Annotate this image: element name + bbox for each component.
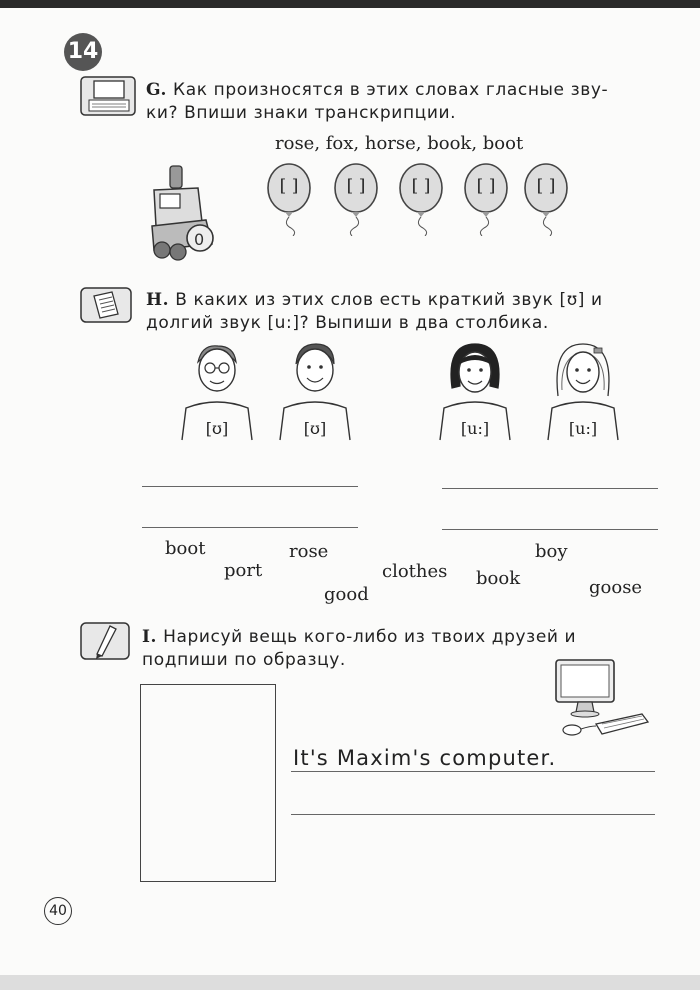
svg-text:0: 0 bbox=[194, 230, 205, 249]
task-i-line1: Нарисуй вещь кого-либо из твоих друзей и bbox=[163, 627, 577, 647]
word-goose: goose bbox=[589, 577, 643, 598]
girl-light-hair bbox=[538, 340, 628, 445]
task-h-line1: В каких из этих слов есть краткий звук [ʊ] и bbox=[175, 290, 603, 310]
boy-2-sound-label: [ʊ] bbox=[303, 419, 327, 438]
word-boy: boy bbox=[535, 541, 568, 562]
answer-line-task-i[interactable] bbox=[291, 814, 655, 815]
word-rose: rose bbox=[289, 541, 329, 562]
girl-1-sound-label: [u:] bbox=[460, 419, 490, 438]
computer-icon bbox=[80, 76, 136, 116]
balloon-2[interactable] bbox=[332, 162, 380, 236]
pencil-icon bbox=[80, 622, 130, 660]
word-clothes: clothes bbox=[382, 561, 448, 582]
balloon-3-blank: [ ] bbox=[411, 176, 431, 196]
balloon-1[interactable] bbox=[265, 162, 313, 236]
balloon-3[interactable] bbox=[397, 162, 445, 236]
word-good: good bbox=[324, 584, 369, 605]
drawing-box[interactable] bbox=[140, 684, 276, 882]
word-book: book bbox=[476, 568, 521, 589]
top-border bbox=[0, 0, 700, 8]
task-g-words: rose, fox, horse, book, boot bbox=[275, 133, 524, 154]
word-port: port bbox=[224, 560, 263, 581]
boy-with-glasses bbox=[172, 340, 262, 445]
boy-smiling bbox=[270, 340, 360, 445]
balloon-5-blank: [ ] bbox=[536, 176, 556, 196]
task-g-instruction bbox=[146, 79, 661, 125]
bottom-strip bbox=[0, 975, 700, 990]
word-boot: boot bbox=[165, 538, 206, 559]
answer-line-right-1[interactable] bbox=[442, 488, 658, 489]
girl-2-sound-label: [u:] bbox=[568, 419, 598, 438]
answer-line-right-2[interactable] bbox=[442, 529, 658, 530]
example-line bbox=[291, 771, 655, 772]
task-g-line1: Как произносятся в этих словах гласные зву- bbox=[173, 80, 609, 100]
answer-line-left-1[interactable] bbox=[142, 486, 358, 487]
balloon-1-blank: [ ] bbox=[279, 176, 299, 196]
task-h-instruction bbox=[146, 289, 666, 335]
lesson-number-badge: 14 bbox=[64, 33, 102, 71]
task-i-line2: подпиши по образцу. bbox=[142, 650, 346, 670]
train-illustration bbox=[146, 160, 222, 262]
task-h-line2: долгий звук [u:]? Выпиши в два столбика. bbox=[146, 313, 549, 333]
balloon-4-blank: [ ] bbox=[476, 176, 496, 196]
task-g-letter: G. bbox=[146, 80, 168, 100]
girl-dark-hair bbox=[430, 340, 520, 445]
balloon-5[interactable] bbox=[522, 162, 570, 236]
task-i-letter: I. bbox=[142, 627, 158, 647]
balloon-2-blank: [ ] bbox=[346, 176, 366, 196]
task-g-line2: ки? Впиши знаки транскрипции. bbox=[146, 103, 457, 123]
task-h-letter: H. bbox=[146, 290, 170, 310]
answer-line-left-2[interactable] bbox=[142, 527, 358, 528]
page-number: 40 bbox=[44, 897, 72, 925]
computer-illustration bbox=[550, 658, 650, 740]
boy-1-sound-label: [ʊ] bbox=[205, 419, 229, 438]
notebook-icon bbox=[80, 287, 132, 323]
example-sentence: It's Maxim's computer. bbox=[293, 746, 557, 770]
balloon-4[interactable] bbox=[462, 162, 510, 236]
